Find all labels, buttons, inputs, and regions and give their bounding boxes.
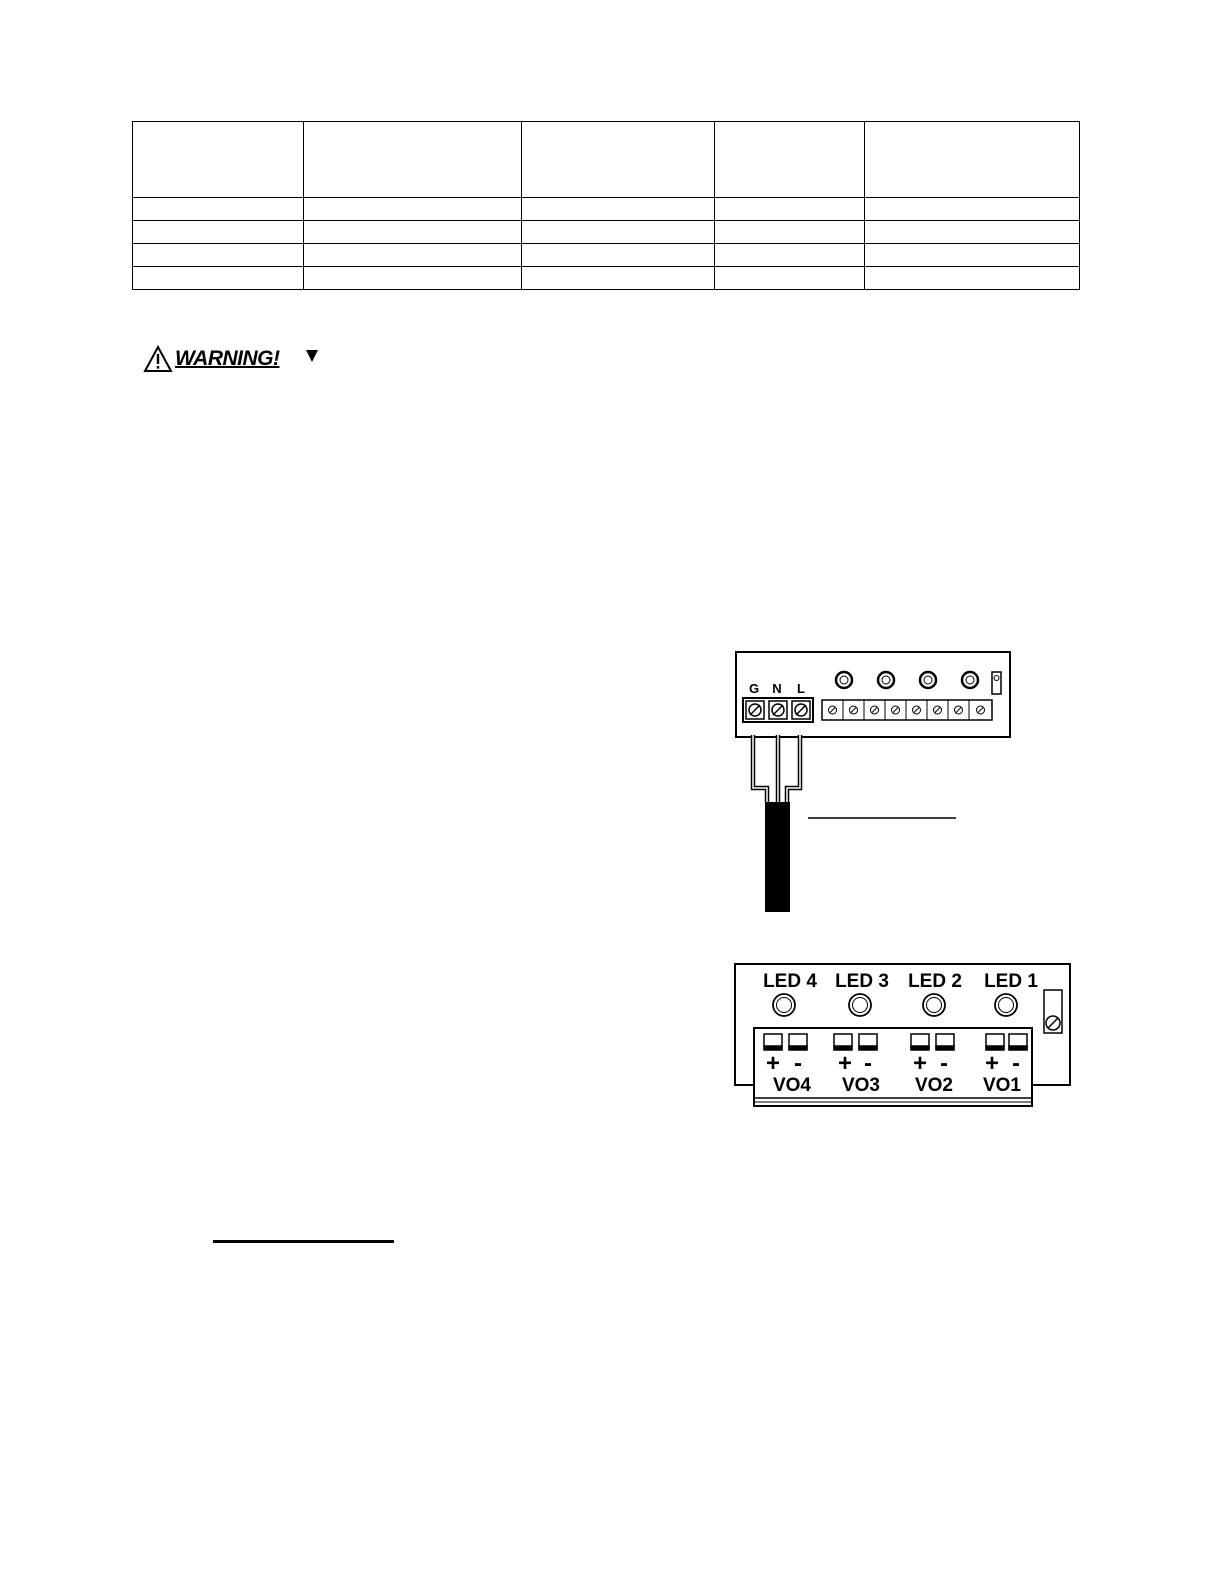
table-cell xyxy=(715,267,865,290)
polarity-plus-vo1: + xyxy=(984,1050,1000,1077)
table-row xyxy=(133,244,1080,267)
table-cell xyxy=(715,221,865,244)
output-label-vo3: VO3 xyxy=(841,1075,881,1096)
table-cell xyxy=(133,122,304,198)
table-cell xyxy=(522,122,715,198)
terminal-label-n: N xyxy=(772,681,782,696)
power-terminals xyxy=(743,698,813,722)
polarity-minus-vo1: - xyxy=(1012,1050,1020,1077)
warning-arrow-icon xyxy=(305,349,319,363)
table-header-row xyxy=(133,122,1080,198)
led-label-1: LED 1 xyxy=(984,971,1038,992)
led-output-diagram xyxy=(730,960,1075,1110)
polarity-plus-vo4: + xyxy=(765,1050,781,1077)
polarity-minus-vo4: - xyxy=(794,1050,802,1077)
section-rule xyxy=(213,1240,394,1243)
output-label-vo1: VO1 xyxy=(982,1075,1022,1096)
polarity-plus-vo2: + xyxy=(912,1050,928,1077)
power-terminal-diagram xyxy=(720,640,1030,920)
table-row xyxy=(133,198,1080,221)
table-cell xyxy=(304,244,522,267)
table-cell xyxy=(715,244,865,267)
table-cell xyxy=(522,244,715,267)
table-row xyxy=(133,267,1080,290)
warning-triangle-icon xyxy=(143,344,173,374)
led-label-4: LED 4 xyxy=(763,971,817,992)
table-cell xyxy=(304,198,522,221)
led-label-3: LED 3 xyxy=(835,971,889,992)
power-cable xyxy=(753,735,800,912)
table-cell xyxy=(865,244,1080,267)
table-row xyxy=(133,221,1080,244)
polarity-plus-vo3: + xyxy=(837,1050,853,1077)
polarity-minus-vo3: - xyxy=(864,1050,872,1077)
terminal-label-l: L xyxy=(797,681,805,696)
table-cell xyxy=(304,122,522,198)
output-terminal-strip xyxy=(822,700,992,720)
table-cell xyxy=(865,122,1080,198)
table-cell xyxy=(522,267,715,290)
table-cell xyxy=(522,221,715,244)
table-cell xyxy=(304,221,522,244)
spec-table xyxy=(132,121,1080,290)
table-cell xyxy=(133,221,304,244)
table-cell xyxy=(133,267,304,290)
output-label-vo2: VO2 xyxy=(914,1075,954,1096)
table-cell xyxy=(304,267,522,290)
table-cell xyxy=(715,122,865,198)
warning-text: WARNING! xyxy=(175,347,280,370)
table-cell xyxy=(865,221,1080,244)
table-cell xyxy=(715,198,865,221)
terminal-label-g: G xyxy=(748,681,760,696)
led-label-2: LED 2 xyxy=(908,971,962,992)
output-label-vo4: VO4 xyxy=(772,1075,812,1096)
table-cell xyxy=(133,244,304,267)
table-cell xyxy=(865,267,1080,290)
table-cell xyxy=(865,198,1080,221)
polarity-minus-vo2: - xyxy=(940,1050,948,1077)
table-cell xyxy=(522,198,715,221)
table-cell xyxy=(133,198,304,221)
warning-label xyxy=(143,344,321,374)
